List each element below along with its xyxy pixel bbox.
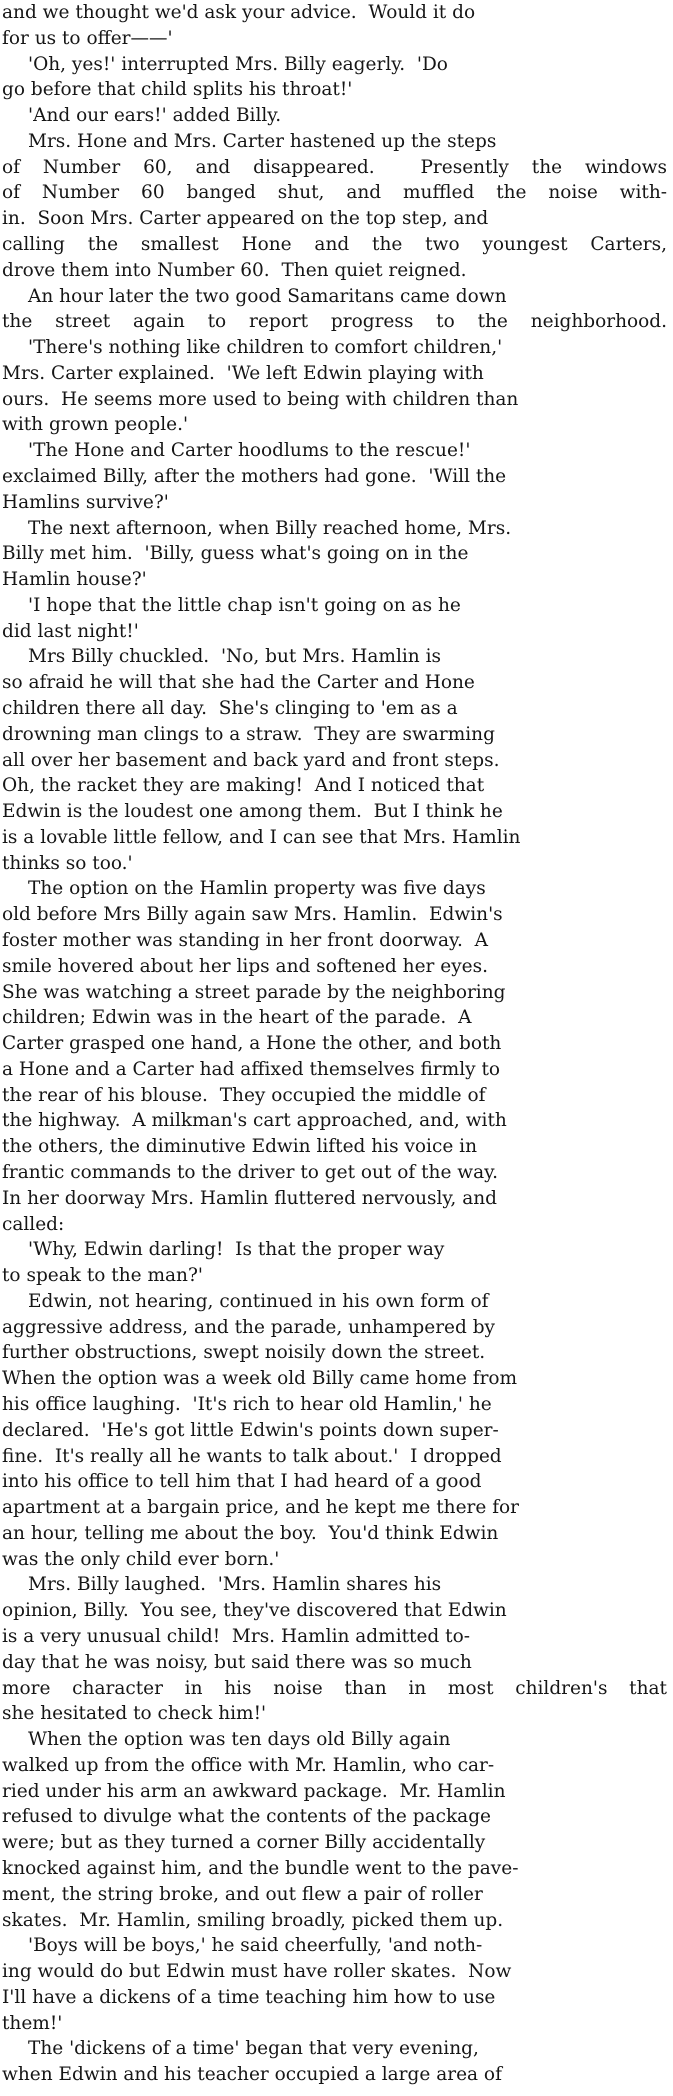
text-line: In her doorway Mrs. Hamlin fluttered nervously, and: [2, 1187, 497, 1209]
text-line: Mrs. Hone and Mrs. Carter hastened up the steps: [28, 130, 497, 152]
text-line: When the option was a week old Billy came home from: [2, 1368, 518, 1390]
text-line: more character in his noise than in most children's that: [2, 1677, 667, 1699]
text-line: skates. Mr. Hamlin, smiling broadly, picked them up.: [2, 1909, 504, 1931]
text-line: The 'dickens of a time' began that very evening,: [28, 2038, 479, 2060]
text-line: Edwin, not hearing, continued in his own form of: [28, 1290, 489, 1312]
text-line: the highway. A milkman's cart approached, and, with: [2, 1110, 507, 1132]
text-line: frantic commands to the driver to get out of the way.: [2, 1162, 499, 1183]
text-line: ment, the string broke, and out flew a pair of roller: [2, 1883, 483, 1905]
text-line: in. Soon Mrs. Carter appeared on the top step, and: [2, 208, 489, 230]
text-line: She was watching a street parade by the neighboring: [2, 981, 506, 1003]
text-line: 'There's nothing like children to comfort children,': [28, 337, 503, 359]
text-line: When the option was ten days old Billy again: [28, 1729, 451, 1751]
text-line: old before Mrs Billy again saw Mrs. Hamlin. Edwin's: [2, 904, 503, 926]
text-line: smile hovered about her lips and softened her eyes.: [2, 955, 488, 977]
text-line: aggressive address, and the parade, unhampered by: [2, 1316, 496, 1338]
text-line: 'And our ears!' added Billy.: [28, 105, 282, 127]
text-line: fine. It's really all he wants to talk about.' I dropped: [2, 1445, 502, 1467]
text-line: foster mother was standing in her front doorway. A: [2, 930, 488, 951]
text-line: all over her basement and back yard and front steps.: [2, 749, 500, 771]
text-line: 'The Hone and Carter hoodlums to the rescue!': [28, 440, 471, 462]
text-line: Billy met him. 'Billy, guess what's going on in the: [2, 543, 469, 565]
text-line: go before that child splits his throat!': [2, 79, 353, 101]
text-line: ried under his arm an awkward package. Mr. Hamlin: [2, 1780, 506, 1802]
text-line: day that he was noisy, but said there was so much: [2, 1651, 472, 1673]
text-line: were; but as they turned a corner Billy accidentally: [2, 1832, 486, 1854]
text-line: a Hone and a Carter had affixed themselves firmly to: [2, 1058, 501, 1080]
text-line: Edwin is the loudest one among them. But I think he: [2, 801, 503, 823]
text-line: drowning man clings to a straw. They are swarming: [2, 723, 495, 745]
text-line: ours. He seems more used to being with children than: [2, 388, 519, 410]
text-line: did last night!': [2, 620, 139, 642]
text-line: the street again to report progress to the neighborhood.: [2, 311, 667, 333]
text-line: of Number 60 banged shut, and muffled the noise with-: [2, 182, 668, 204]
text-line: and we thought we'd ask your advice. Would it do: [2, 2, 476, 23]
text-line: was the only child ever born.': [2, 1548, 280, 1570]
text-line: is a very unusual child! Mrs. Hamlin admitted to-: [2, 1626, 470, 1647]
text-line: Mrs. Billy laughed. 'Mrs. Hamlin shares his: [28, 1574, 442, 1596]
text-line: them!': [2, 2012, 63, 2034]
text-line: refused to divulge what the contents of the package: [2, 1806, 491, 1828]
text-line: an hour, telling me about the boy. You'd think Edwin: [2, 1522, 499, 1544]
text-line: is a lovable little fellow, and I can see that Mrs. Hamlin: [2, 826, 521, 848]
text-line: I'll have a dickens of a time teaching him how to use: [2, 1986, 496, 2008]
text-line: with grown people.': [2, 414, 189, 436]
text-line: calling the smallest Hone and the two youngest Carters,: [2, 234, 668, 255]
text-line: for us to offer——': [2, 27, 173, 49]
text-line: she hesitated to check him!': [2, 1703, 267, 1725]
text-line: the rear of his blouse. They occupied the middle of: [2, 1084, 486, 1106]
text-line: drove them into Number 60. Then quiet reigned.: [2, 259, 467, 281]
text-line: Mrs Billy chuckled. 'No, but Mrs. Hamlin is: [28, 646, 441, 668]
text-line: of Number 60, and disappeared. Presently the windows: [2, 156, 667, 178]
text-line: ing would do but Edwin must have roller skates. Now: [2, 1961, 512, 1983]
text-line: The option on the Hamlin property was five days: [28, 878, 486, 900]
text-line: declared. 'He's got little Edwin's points down super-: [2, 1419, 499, 1441]
text-line: An hour later the two good Samaritans came down: [28, 285, 507, 307]
text-line: his office laughing. 'It's rich to hear old Hamlin,' he: [2, 1394, 492, 1415]
text-line: walked up from the office with Mr. Hamlin, who car-: [2, 1754, 495, 1776]
text-line: Carter grasped one hand, a Hone the other, and both: [2, 1033, 502, 1055]
text-line: knocked against him, and the bundle went to the pave-: [2, 1858, 519, 1879]
text-line: thinks so too.': [2, 852, 133, 874]
text-line: the others, the diminutive Edwin lifted his voice in: [2, 1136, 477, 1158]
text-line: The next afternoon, when Billy reached home, Mrs.: [28, 517, 512, 539]
text-line: Hamlins survive?': [2, 491, 169, 513]
text-line: when Edwin and his teacher occupied a large area of: [2, 2064, 502, 2086]
text-line: Mrs. Carter explained. 'We left Edwin playing with: [2, 362, 484, 384]
text-line: into his office to tell him that I had heard of a good: [2, 1471, 482, 1493]
text-line: children there all day. She's clinging to 'em as a: [2, 698, 458, 719]
text-line: so afraid he will that she had the Carter and Hone: [2, 672, 475, 694]
text-line: 'Oh, yes!' interrupted Mrs. Billy eagerly. 'Do: [28, 53, 448, 75]
text-line: exclaimed Billy, after the mothers had gone. 'Will the: [2, 466, 507, 487]
text-line: 'Why, Edwin darling! Is that the proper way: [28, 1239, 445, 1261]
text-line: 'Boys will be boys,' he said cheerfully, 'and noth-: [28, 1935, 483, 1957]
text-line: children; Edwin was in the heart of the parade. A: [2, 1007, 472, 1029]
text-line: Oh, the racket they are making! And I noticed that: [2, 775, 485, 797]
text-line: 'I hope that the little chap isn't going on as he: [28, 594, 461, 616]
text-line: opinion, Billy. You see, they've discovered that Edwin: [2, 1600, 507, 1622]
text-line: called:: [2, 1213, 65, 1235]
text-line: further obstructions, swept noisily down the street.: [2, 1342, 486, 1364]
text-line: apartment at a bargain price, and he kept me there for: [2, 1497, 520, 1519]
text-line: Hamlin house?': [2, 569, 147, 591]
text-line: to speak to the man?': [2, 1265, 203, 1287]
